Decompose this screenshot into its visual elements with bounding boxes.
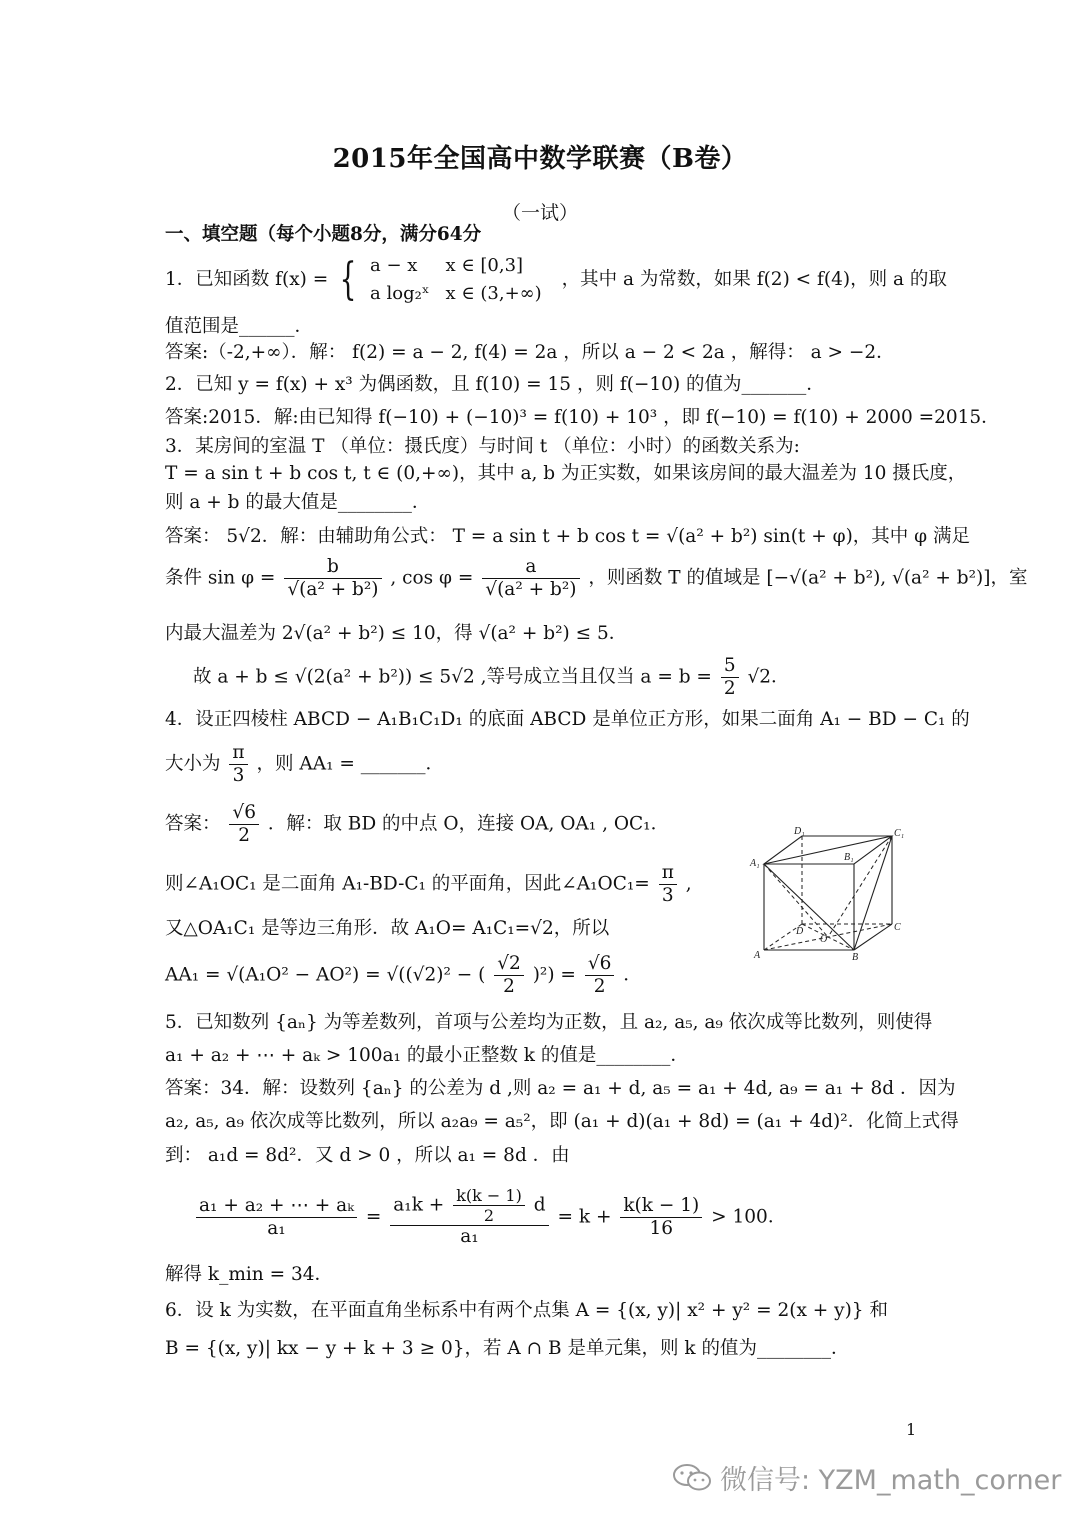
problem-1-line-1: 1．已知函数 f(x) = { a − x x ∈ [0,3] a log₂ˣ x ∈ (3,+∞) ，其中 a 为常数，如果 f(2) < f(4)，则 a 的取 — [165, 252, 947, 308]
problem-4-line-1: 4．设正四棱柱 ABCD − A₁B₁C₁D₁ 的底面 ABCD 是单位正方形，如果二面角 A₁ − BD − C₁ 的 — [165, 709, 970, 730]
prism-figure — [746, 826, 916, 966]
problem-1-prefix: 1．已知函数 f(x) = — [165, 268, 329, 290]
problem-6-line-1: 6．设 k 为实数，在平面直角坐标系中有两个点集 A = {(x, y)| x² + y² = 2(x + y)} 和 — [165, 1300, 888, 1321]
problem-4-answer-3: 又△OA₁C₁ 是等边三角形．故 A₁O= A₁C₁=√2，所以 — [165, 918, 610, 939]
exam-part-label: （一试） — [501, 202, 578, 224]
problem-5-line-2: a₁ + a₂ + ⋯ + aₖ > 100a₁ 的最小正整数 k 的值是________． — [165, 1045, 689, 1066]
wechat-icon — [672, 1462, 712, 1494]
piecewise-cases: a − x x ∈ [0,3] a log₂ˣ x ∈ (3,+∞) — [370, 255, 542, 304]
problem-3-line-3: 则 a + b 的最大值是________． — [165, 492, 431, 513]
problem-5-answer-3: 到： a₁d = 8d²．又 d > 0 ，所以 a₁ = 8d ．由 — [165, 1145, 570, 1166]
problem-1-line-2: 值范围是______． — [165, 316, 314, 337]
section-heading: 一、填空题（每个小题8分，满分64分 — [165, 224, 482, 245]
page-number: 1 — [906, 1420, 917, 1439]
label-C: C — [894, 922, 901, 933]
label-C1: C₁ — [894, 828, 905, 839]
problem-3-answer-4: 故 a + b ≤ √(2(a² + b²)) ≤ 5√2 ,等号成立当且仅当 a = b = $\frac{5}{2}$ √2． — [193, 655, 790, 700]
problem-5-answer-2: a₂, a₅, a₉ 依次成等比数列，所以 a₂a₉ = a₅²，即 (a₁ + d)(a₁ + 8d) = (a₁ + 4d)²．化简上式得 — [165, 1111, 959, 1132]
document-title: 2015年全国高中数学联赛（B卷） — [332, 144, 748, 174]
problem-3-answer-2: 条件 sin φ = $\frac{b}{\text{√(a² + b²)}}$ , cos φ = $\frac{a}{\text{√(a² + b²)}}$ ，则函数 T 的值域是 [−√(a² + b²), √(a² + b²)]，室 — [165, 556, 1028, 601]
problem-4-answer-2: 则∠A₁OC₁ 是二面角 A₁-BD-C₁ 的平面角，因此∠A₁OC₁= $\frac{\pi}{3}$ , — [165, 862, 692, 907]
label-A: A — [754, 950, 761, 961]
problem-5-answer-1: 答案：34．解：设数列 {aₙ} 的公差为 d ,则 a₂ = a₁ + d, a₅ = a₁ + 4d, a₉ = a₁ + 8d ．因为 — [165, 1078, 956, 1099]
problem-4-line-2: 大小为 $\frac{\pi}{3}$ ，则 AA₁ = _______． — [165, 742, 444, 787]
problem-2-question: 2．已知 y = f(x) + x³ 为偶函数，且 f(10) = 15 ，则 f(−10) 的值为_______． — [165, 374, 825, 395]
sin-phi-fraction: $\frac{b}{\text{√(a² + b²)}}$ — [284, 556, 381, 601]
problem-4-answer-4: AA₁ = √(A₁O² − AO²) = √((√2)² − ( $\frac{√2}{2}$ )²) = $\frac{√6}{2}$ ． — [165, 953, 642, 998]
problem-6-line-2: B = {(x, y)| kx − y + k + 3 ≥ 0}，若 A ∩ B 是单元集，则 k 的值为________． — [165, 1338, 850, 1359]
problem-1-suffix: ，其中 a 为常数，如果 f(2) < f(4)，则 a 的取 — [561, 268, 947, 290]
label-D1: D₁ — [794, 826, 805, 837]
problem-4-answer-1: 答案： $\frac{√6}{2}$ ．解：取 BD 的中点 O，连接 OA, OA₁ , OC₁． — [165, 802, 670, 847]
problem-1-answer: 答案:（-2,+∞）．解： f(2) = a − 2, f(4) = 2a ，所以 a − 2 < 2a ，解得： a > −2． — [165, 342, 895, 363]
label-B1: B₁ — [844, 852, 854, 863]
wechat-watermark — [672, 1458, 1061, 1497]
problem-3-answer-3: 内最大温差为 2√(a² + b²) ≤ 10，得 √(a² + b²) ≤ 5． — [165, 623, 628, 644]
problem-3-line-2: T = a sin t + b cos t, t ∈ (0,+∞)，其中 a, b 为正实数，如果该房间的最大温差为 10 摄氏度， — [165, 463, 967, 484]
problem-5-line-1: 5．已知数列 {aₙ} 为等差数列，首项与公差均为正数，且 a₂, a₅, a₉ 依次成等比数列，则使得 — [165, 1012, 933, 1033]
problem-5-answer-4: 解得 k_min = 34． — [165, 1264, 334, 1285]
problem-2-answer: 答案:2015．解:由已知得 f(−10) + (−10)³ = f(10) + 10³ ，即 f(−10) = f(10) + 2000 =2015． — [165, 407, 1000, 428]
problem-3-answer-1: 答案： 5√2．解：由辅助角公式： T = a sin t + b cos t = √(a² + b²) sin(t + φ)，其中 φ 满足 — [165, 526, 970, 547]
label-O: O — [820, 934, 828, 945]
label-B: B — [852, 952, 859, 963]
label-D: D — [796, 926, 804, 937]
cos-phi-fraction: $\frac{a}{\text{√(a² + b²)}}$ — [482, 556, 579, 601]
watermark-text: 微信号: YZM_math_corner — [720, 1465, 1062, 1496]
problem-3-line-1: 3．某房间的室温 T （单位：摄氏度）与时间 t （单位：小时）的函数关系为: — [165, 436, 800, 457]
problem-5-equation: $\frac{\text{a₁ + a₂ + ⋯ + aₖ}}{\text{a₁}}$ = a₁k + $\frac{k(k - 1)}{2}$ d a₁ = k + $\frac{k(k - 1)}{16}$ > 100． — [193, 1186, 786, 1249]
label-A1: A₁ — [750, 858, 760, 869]
